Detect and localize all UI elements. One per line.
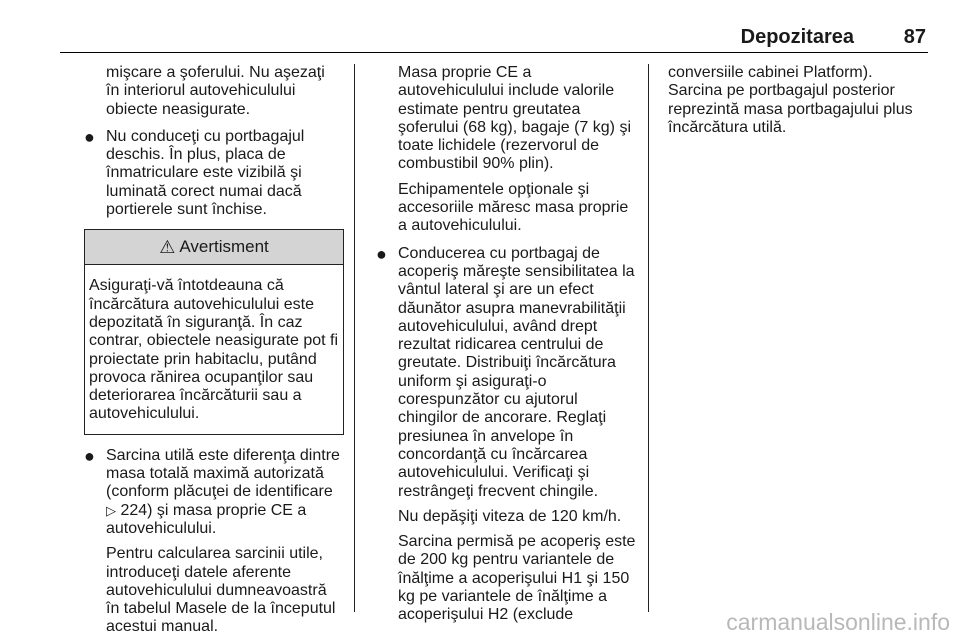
bullet-dot-icon: ● (84, 445, 95, 466)
list-item-paragraph: Sarcina permisă pe acoperiş este de 200 kg pentru variantele de înălţime a acoperişului H1 şi 150 kg pe variantele de înălţime a acoperişului H2 (exclude (398, 533, 636, 624)
warning-header (85, 230, 343, 265)
paragraph: Sarcina pe portbagajul posterior reprezintă masa portbagajului plus încărcătura utilă. (668, 82, 913, 136)
page-header (60, 20, 928, 53)
column-2 (376, 64, 640, 632)
section-title: Depozitarea (740, 26, 854, 48)
paragraph: Masa proprie CE a autovehiculului include valorile estimate pentru greutatea şoferului (68 kg), bagaje (7 kg) şi toate lichidele (rezervorul de combustibil 90% plin). (398, 64, 631, 173)
warning-box (84, 229, 344, 434)
list-item (376, 245, 640, 625)
reference-arrow-icon: ▷ (106, 502, 116, 518)
page-number: 87 (903, 26, 926, 48)
bullet-dot-icon: ● (84, 126, 95, 147)
warning-title: Avertisment (179, 237, 269, 257)
page-reference[interactable]: 224 (120, 501, 148, 519)
list-item-paragraph: Pentru calcularea sarcinii utile, introduceţi datele aferente autovehiculului dumneavoastră în tabelul Masele de la începutul acestui manual. (106, 545, 336, 636)
list-item-paragraph: Nu depăşiţi viteza de 120 km/h. (398, 507, 622, 525)
list-item-text: Nu conduceţi cu portbagajul deschis. În plus, placa de înmatriculare este vizibilă şi luminată corect numai dacă portierele sunt închise. (106, 127, 305, 219)
column-divider-1 (354, 64, 355, 612)
bullet-dot-icon: ● (376, 243, 387, 264)
list-item-text: Conducerea cu portbagaj de acoperiş măreşte sensibilitatea la vântul lateral şi are un efect dăunător asupra manevrabilităţii autovehiculului, având drept rezultat ridicarea centrului de greutate. Distribuiţi încărcătura uniform şi asiguraţi-o corespunzător cu ajutorul chingilor de ancorare. Reglaţi presiunea în anvelope în concordanţă cu încărcarea autovehiculului. Verificaţi şi restrângeţi frecvent chingile. (398, 244, 635, 500)
paragraph: conversiile cabinei Platform). (668, 64, 873, 81)
list-item (84, 128, 342, 219)
warning-text: Asiguraţi-vă întotdeauna că încărcătura autovehiculului este depozitată în siguranţă. În caz contrar, obiectele neasigurate pot fi proiectate prin habitaclu, putând provoca rănirea ocupanţilor sau deteriorarea încărcăturii sau a autovehiculului. (89, 277, 339, 423)
list-item (84, 447, 342, 637)
continued-paragraph: mişcare a şoferului. Nu aşezaţi în interiorul autovehiculului obiecte neasigurate. (106, 64, 325, 118)
watermark: carmanualsonline.info (726, 609, 950, 635)
column-3 (668, 64, 932, 144)
column-1 (84, 64, 342, 644)
column-divider-2 (648, 64, 649, 612)
paragraph: Echipamentele opţionale şi accesoriile măresc masa proprie a autovehiculului. (398, 180, 629, 235)
list-item-text: Sarcina utilă este diferenţa dintre masa totală maximă autorizată (conform plăcuţei de identificare ▷ 224) şi masa proprie CE a autovehiculului. (106, 446, 340, 537)
warning-triangle-icon: ⚠ (159, 237, 176, 258)
